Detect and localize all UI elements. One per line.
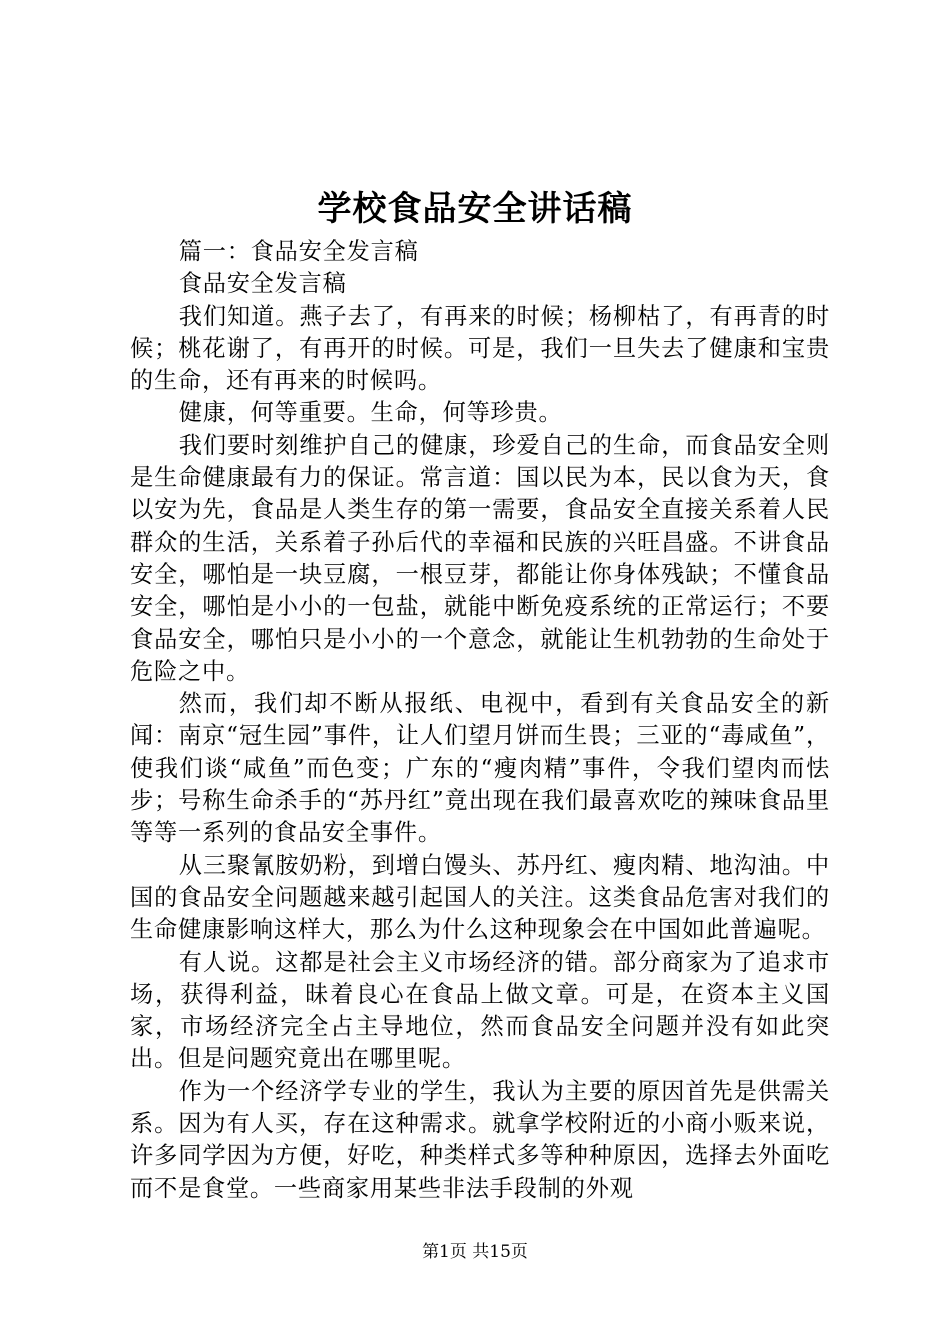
paragraph: 我们要时刻维护自己的健康，珍爱自己的生命，而食品安全则是生命健康最有力的保证。常言道：国以民为本，民以食为天，食以安为先，食品是人类生存的第一需要，食品安全直接关系着人民群众的生活，关系着子孙后代的幸福和民族的兴旺昌盛。不讲食品安全，哪怕是一块豆腐，一根豆芽，都能让你身体残缺；不懂食品安全，哪怕是小小的一包盐，就能中断免疫系统的正常运行；不要食品安全，哪怕只是小小的一个意念，就能让生机勃勃的生命处于危险之中。 (130, 431, 830, 685)
paragraph: 我们知道。燕子去了，有再来的时候；杨柳枯了，有再青的时候；桃花谢了，有再开的时候。可是，我们一旦失去了健康和宝贵的生命，还有再来的时候吗。 (130, 302, 830, 395)
paragraph: 篇一：食品安全发言稿 (178, 238, 419, 265)
page-footer: 第1页 共15页 (422, 1242, 528, 1262)
document-body (130, 236, 830, 1205)
paragraph: 食品安全发言稿 (178, 270, 347, 298)
paragraph: 有人说。这都是社会主义市场经济的错。部分商家为了追求市场，获得利益，昧着良心在食品上做文章。可是，在资本主义国家，市场经济完全占主导地位，然而食品安全问题并没有如此突出。但是问题究竟出在哪里呢。 (130, 948, 830, 1073)
paragraph: 从三聚氰胺奶粉，到增白馒头、苏丹红、瘦肉精、地沟油。中国的食品安全问题越来越引起国人的关注。这类食品危害对我们的生命健康影响这样大，那么为什么这种现象会在中国如此普遍呢。 (130, 851, 830, 944)
paragraph: 健康，何等重要。生命，何等珍贵。 (178, 399, 563, 427)
document-title: 学校食品安全讲话稿 (317, 189, 633, 229)
paragraph: 然而，我们却不断从报纸、电视中，看到有关食品安全的新闻：南京“冠生园”事件，让人们望月饼而生畏；三亚的“毒咸鱼”，使我们谈“咸鱼”而色变；广东的“瘦肉精”事件，令我们望肉而怯步；号称生命杀手的“苏丹红”竟出现在我们最喜欢吃的辣味食品里等等一系列的食品安全事件。 (130, 690, 830, 847)
paragraph: 作为一个经济学专业的学生，我认为主要的原因首先是供需关系。因为有人买，存在这种需求。就拿学校附近的小商小贩来说，许多同学因为方便，好吃，种类样式多等种种原因，选择去外面吃而不是食堂。一些商家用某些非法手段制的外观 (130, 1077, 830, 1202)
